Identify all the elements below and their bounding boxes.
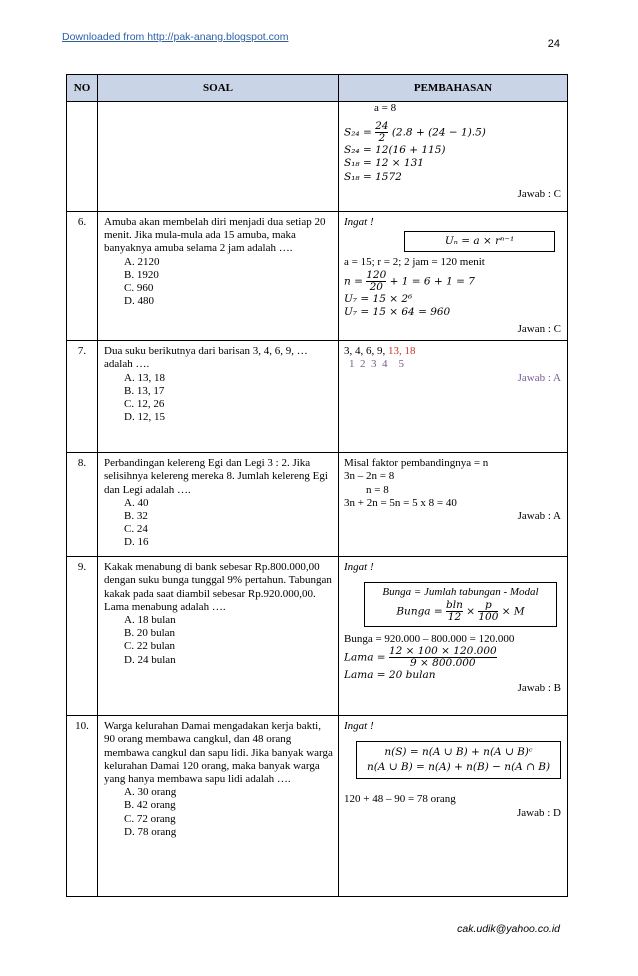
solution-table — [66, 74, 568, 897]
header-soal: SOAL — [98, 75, 339, 102]
option: D. 24 bulan — [124, 653, 176, 666]
pem-line: Bunga = 920.000 – 800.000 = 120.000 — [344, 632, 515, 645]
question-number: 6. — [67, 212, 98, 341]
pem-line: Misal faktor pembandingnya = n — [344, 457, 489, 470]
cont-step: S₁₈ = 1572 — [344, 170, 402, 183]
option: D. 480 — [124, 295, 154, 308]
sequence-differences: 1 2 3 4 5 — [349, 358, 404, 371]
answer: Jawan : C — [517, 323, 561, 336]
answer: Jawab : D — [517, 806, 561, 819]
question-text: Warga kelurahan Damai mengadakan kerja bakti, 90 orang membawa cangkul, dan 48 orang membawa cangkul dan sapu lidi. Jika banyak warga kelurahan Damai 120 orang, maka banyak warga yang hanya membawa sapu lidi adalah …. — [104, 720, 333, 786]
table-row — [67, 341, 568, 453]
table-row — [67, 102, 568, 212]
pem-line: a = 15; r = 2; 2 jam = 120 menit — [344, 256, 485, 269]
option: A. 30 orang — [124, 786, 177, 799]
formula-box: Uₙ = a × rⁿ⁻¹ — [404, 231, 555, 252]
question-text: Kakak menabung di bank sebesar Rp.800.000,00 dengan suku bunga tunggal 9% pertahun. Tabungan kakak pada saat diambil sebesar Rp.920.000,00. Lama menabung adalah …. — [104, 561, 332, 613]
question-text: Dua suku berikutnya dari barisan 3, 4, 6, 9, … adalah …. — [104, 345, 308, 371]
ingat-label: Ingat ! — [344, 561, 374, 574]
source-link[interactable]: Downloaded from http://pak-anang.blogspot.com — [62, 31, 289, 43]
box-line: Bunga = Jumlah tabungan - Modal — [382, 586, 539, 599]
pem-line: 120 + 48 – 90 = 78 orang — [344, 793, 456, 806]
pem-line: 3n – 2n = 8 — [344, 470, 395, 483]
question-text: Perbandingan kelereng Egi dan Legi 3 : 2. Jika selisihnya kelereng mereka 8. Jumlah kelereng Egi dan Legi adalah …. — [104, 457, 328, 496]
question-number: 7. — [67, 341, 98, 453]
option: D. 12, 15 — [124, 411, 165, 424]
option: C. 12, 26 — [124, 398, 165, 411]
answer: Jawab : A — [517, 510, 561, 523]
table-row — [67, 212, 568, 341]
option: C. 72 orang — [124, 812, 176, 825]
question-text: Amuba akan membelah diri menjadi dua setiap 20 menit. Jika mula-mula ada 15 amuba, maka banyaknya amuba selama 2 jam adalah …. — [104, 216, 326, 255]
question-number: 9. — [67, 557, 98, 716]
pem-step: U₇ = 15 × 2⁶ — [344, 292, 413, 305]
cont-line: a = 8 — [374, 102, 397, 114]
option: B. 32 — [124, 510, 148, 523]
option: D. 16 — [124, 536, 149, 549]
option: A. 40 — [124, 496, 149, 509]
option: B. 20 bulan — [124, 627, 176, 640]
option: C. 960 — [124, 282, 154, 295]
formula-box — [356, 741, 561, 779]
table-row — [67, 716, 568, 897]
ingat-label: Ingat ! — [344, 216, 374, 228]
pem-line: 3n + 2n = 5n = 5 x 8 = 40 — [344, 496, 457, 509]
question-number: 10. — [67, 716, 98, 897]
answer: Jawab : B — [517, 682, 561, 695]
pem-step: Lama = 20 bulan — [344, 668, 436, 681]
answer: Jawab : C — [517, 187, 561, 200]
pem-line: n = 8 — [366, 483, 389, 496]
header-no: NO — [67, 75, 98, 102]
pem-formula: n = $\frac{120}{20}$ + 1 = 6 + 1 = 7 — [344, 268, 475, 293]
option: A. 2120 — [124, 255, 160, 268]
formula-box — [364, 582, 557, 626]
option: C. 24 — [124, 523, 148, 536]
cont-formula: S₂₄ = $\frac{24}{2}$ (2.8 + (24 − 1).5) — [344, 120, 486, 145]
box-formula: Bunga = $\frac{bln}{12}$ × $\frac{p}{100}$ × M — [396, 598, 525, 623]
option: D. 78 orang — [124, 825, 177, 838]
option: B. 13, 17 — [124, 384, 165, 397]
header-pembahasan: PEMBAHASAN — [339, 75, 568, 102]
option: B. 42 orang — [124, 799, 176, 812]
option: C. 22 bulan — [124, 640, 176, 653]
option: A. 18 bulan — [124, 614, 176, 627]
cont-step: S₁₈ = 12 × 131 — [344, 157, 424, 170]
set-formula: n(A ∪ B) = n(A) + n(B) − n(A ∩ B) — [366, 761, 551, 774]
option: B. 1920 — [124, 268, 159, 281]
pem-step: U₇ = 15 × 64 = 960 — [344, 305, 451, 318]
cont-step: S₂₄ = 12(16 + 115) — [344, 144, 446, 157]
ingat-label: Ingat ! — [344, 720, 374, 733]
option: A. 13, 18 — [124, 371, 165, 384]
table-row — [67, 557, 568, 716]
answer: Jawab : A — [517, 371, 561, 384]
sequence: 3, 4, 6, 9, 13, 18 — [344, 345, 416, 358]
page-number: 24 — [547, 38, 560, 50]
table-row — [67, 453, 568, 557]
table-header-row — [67, 75, 568, 102]
pem-formula: Lama = $\frac{12 \times 100 \times 120.000}{9 \times 800.000}$ — [344, 644, 497, 669]
question-number: 8. — [67, 453, 98, 557]
footer-email: cak.udik@yahoo.co.id — [457, 923, 560, 935]
set-formula: n(S) = n(A ∪ B) + n(A ∪ B)ᶜ — [384, 746, 533, 759]
